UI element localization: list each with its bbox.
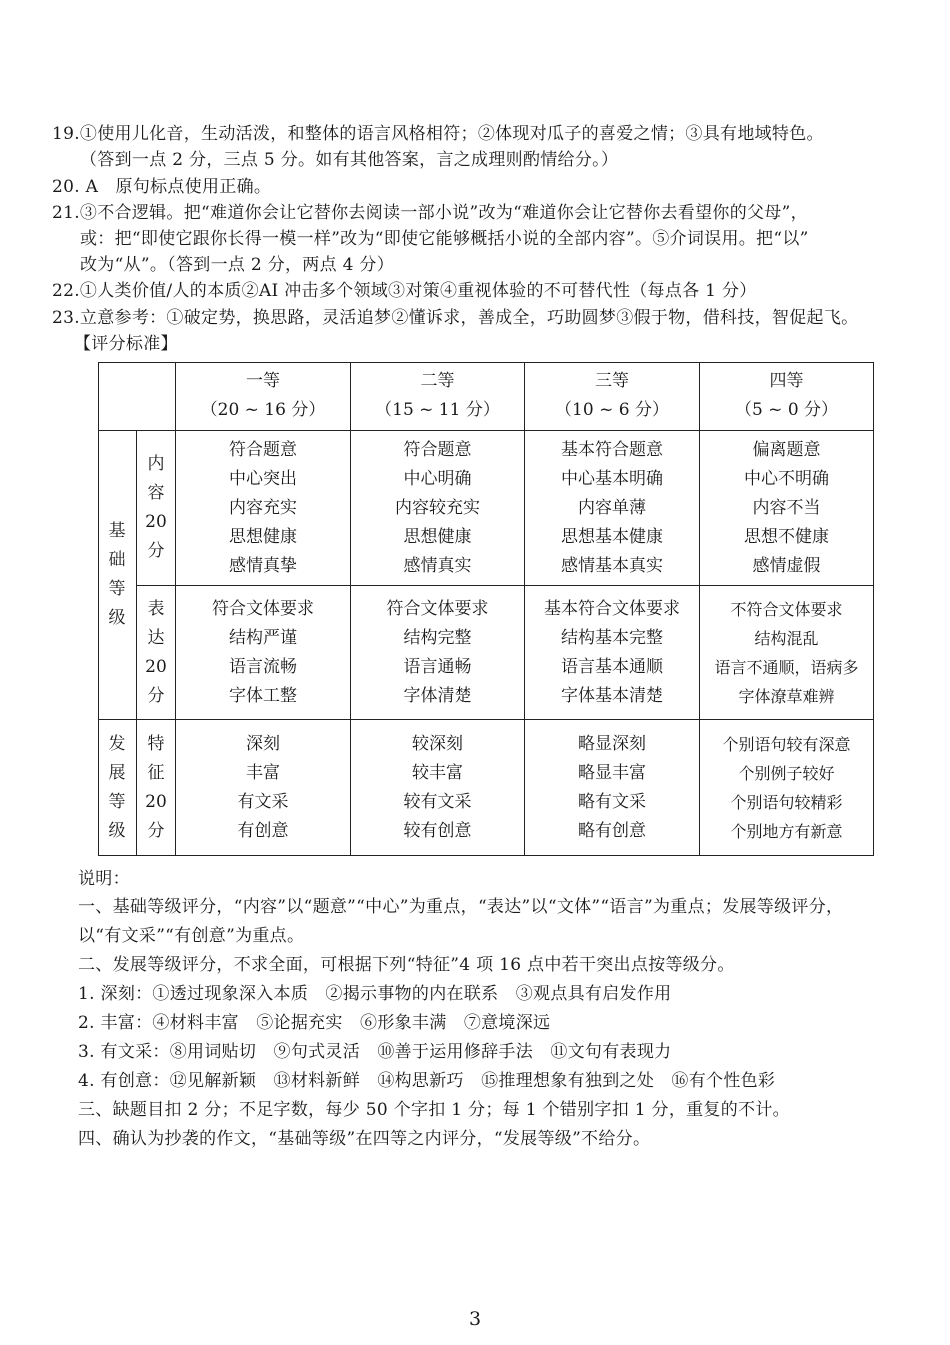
notes-heading: 说明： [78, 869, 130, 889]
content-cell-grade-3: 基本符合题意 中心基本明确 内容单薄 思想基本健康 感情基本真实 [561, 439, 663, 576]
grade-header-4 [700, 362, 873, 430]
feature-label: 特 征 20 分 [145, 733, 167, 841]
feature-cell-grade-3: 略显深刻 略显丰富 略有文采 略有创意 [578, 733, 646, 841]
content-label: 内 容 20 分 [145, 453, 167, 561]
answer-20: 20. A 原句标点使用正确。 [52, 177, 272, 197]
content-cell-grade-2: 符合题意 中心明确 内容较充实 思想健康 感情真实 [395, 439, 480, 576]
answer-21-cont2: 改为“从”。（答到一点 2 分，两点 4 分） [80, 255, 395, 275]
feature-cell-grade-1: 深刻 丰富 有文采 有创意 [237, 733, 289, 841]
answer-21-cont1: 或：把“即使它跟你长得一模一样”改为“即使它能够概括小说的全部内容”。⑤介词误用。把“以” [80, 229, 809, 249]
grade-header-1 [176, 362, 350, 430]
content-cell-grade-4: 偏离题意 中心不明确 内容不当 思想不健康 感情虚假 [744, 439, 829, 576]
content-cell-grade-1: 符合题意 中心突出 内容充实 思想健康 感情真挚 [229, 439, 297, 576]
feature-cell-grade-4: 个别语句较有深意 个别例子较好 个别语句较精彩 个别地方有新意 [722, 734, 851, 841]
expression-label: 表 达 20 分 [145, 598, 167, 706]
develop-level-label: 发 展 等 级 [108, 733, 126, 841]
grade-range: （20 ~ 16 分） [200, 400, 326, 420]
note-2-item-2: 2. 丰富：④材料丰富 ⑤论据充实 ⑥形象丰满 ⑦意境深远 [78, 1013, 551, 1033]
answer-23: 23.立意参考：①破定势，换思路，灵活追梦②懂诉求，善成全，巧助圆梦③假于物，借科技，智促起飞。 [52, 308, 859, 328]
note-2-item-3: 3. 有文采：⑧用词贴切 ⑨句式灵活 ⑩善于运用修辞手法 ⑪文句有表现力 [78, 1042, 672, 1062]
expression-cell-grade-3: 基本符合文体要求 结构基本完整 语言基本通顺 字体基本清楚 [544, 598, 680, 706]
grade-range: （10 ~ 6 分） [555, 400, 669, 420]
feature-cell-grade-2: 较深刻 较丰富 较有文采 较有创意 [403, 733, 472, 841]
scoring-table [98, 362, 874, 856]
note-4: 四、确认为抄袭的作文，“基础等级”在四等之内评分，“发展等级”不给分。 [78, 1129, 651, 1149]
grade-name: 一等 [246, 371, 280, 391]
note-2-item-4: 4. 有创意：⑫见解新颖 ⑬材料新鲜 ⑭构思新巧 ⑮推理想象有独到之处 ⑯有个性色彩 [78, 1071, 776, 1091]
grade-header-2 [351, 362, 524, 430]
expression-cell-grade-4: 不符合文体要求 结构混乱 语言不通顺，语病多 字体潦草难辨 [714, 599, 859, 706]
scoring-standard-heading: 【评分标准】 [74, 334, 178, 354]
note-2: 二、发展等级评分，不求全面，可根据下列“特征”4 项 16 点中若干突出点按等级分。 [78, 955, 735, 975]
grade-name: 二等 [420, 371, 455, 391]
answer-21: 21.③不合逻辑。把“难道你会让它替你去阅读一部小说”改为“难道你会让它替你去看望你的父母”， [52, 203, 808, 223]
answer-19-scoring: （答到一点 2 分，三点 5 分。如有其他答案，言之成理则酌情给分。） [80, 150, 619, 170]
basic-level-label: 基 础 等 级 [108, 520, 126, 628]
expression-cell-grade-1: 符合文体要求 结构严谨 语言流畅 字体工整 [212, 598, 314, 706]
grade-header-3 [525, 362, 699, 430]
answer-22: 22.①人类价值/人的本质②AI 冲击多个领域③对策④重视体验的不可替代性（每点各 1 分） [52, 281, 757, 301]
note-2-item-1: 1. 深刻：①透过现象深入本质 ②揭示事物的内在联系 ③观点具有启发作用 [78, 984, 672, 1004]
grade-range: （15 ~ 11 分） [375, 400, 500, 420]
note-1-cont: 以“有文采”“有创意”为重点。 [78, 926, 305, 946]
page-number: 3 [468, 1308, 482, 1330]
grade-name: 三等 [595, 371, 629, 391]
expression-cell-grade-2: 符合文体要求 结构完整 语言通畅 字体清楚 [386, 598, 489, 706]
grade-range: （5 ~ 0 分） [734, 400, 839, 420]
answer-19: 19.①使用儿化音，生动活泼，和整体的语言风格相符；②体现对瓜子的喜爱之情；③具有地域特色。 [52, 124, 824, 144]
note-1: 一、基础等级评分，“内容”以“题意”“中心”为重点，“表达”以“文体”“语言”为重点；发展等级评分， [78, 897, 844, 917]
grade-name: 四等 [769, 371, 804, 391]
note-3: 三、缺题目扣 2 分；不足字数，每少 50 个字扣 1 分；每 1 个错别字扣 1 分，重复的不计。 [78, 1100, 790, 1120]
